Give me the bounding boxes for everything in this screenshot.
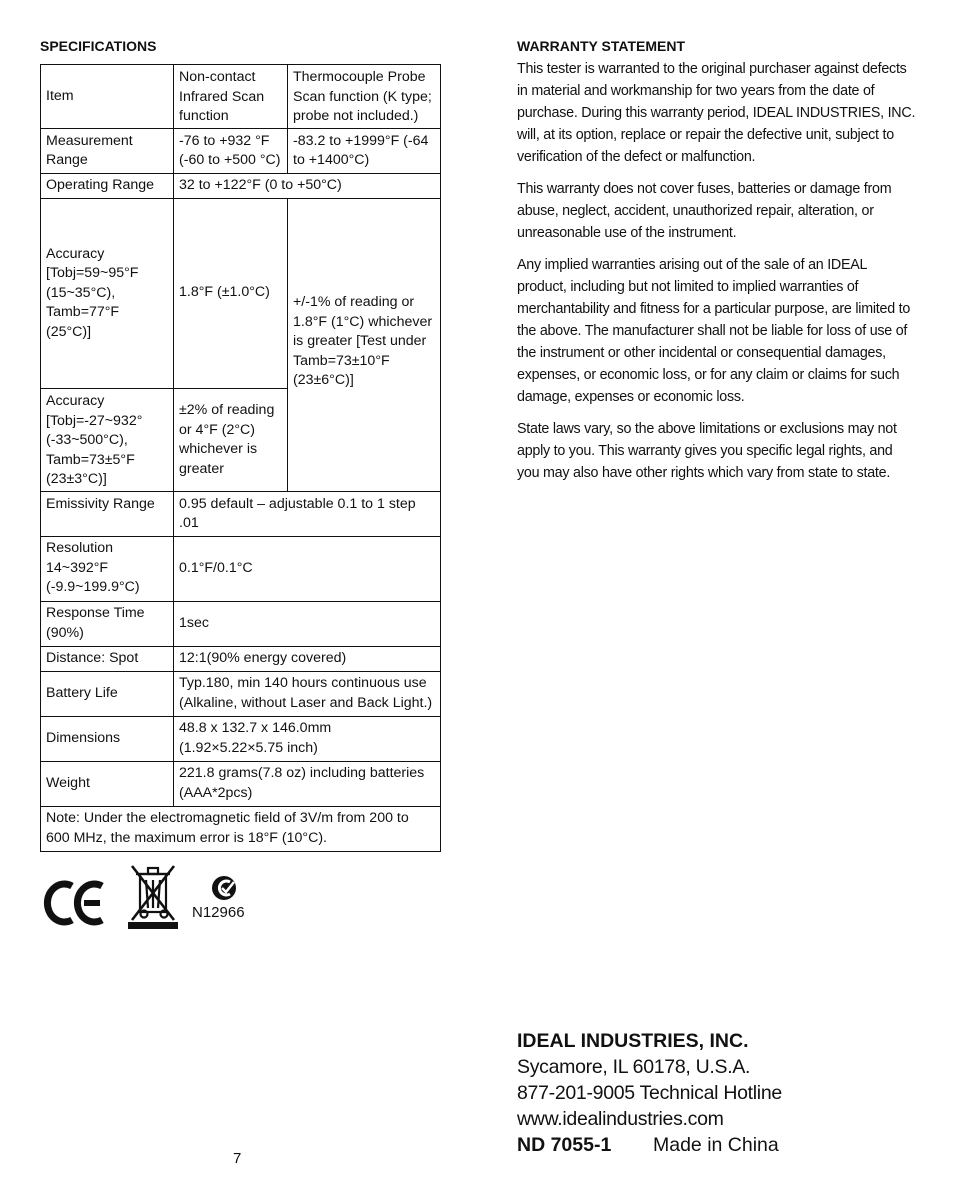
company-hotline: 877-201-9005 Technical Hotline xyxy=(517,1082,782,1104)
table-row xyxy=(41,536,441,601)
dimensions-label: Dimensions xyxy=(41,716,174,761)
table-row xyxy=(41,491,441,536)
dimensions-value: 48.8 x 132.7 x 146.0mm (1.92×5.22×5.75 inch) xyxy=(174,716,441,761)
company-website: www.idealindustries.com xyxy=(517,1108,724,1130)
accuracy-2-infrared: ±2% of reading or 4°F (2°C) whichever is greater xyxy=(174,389,288,492)
emissivity-range-label: Emissivity Range xyxy=(41,491,174,536)
table-row xyxy=(41,199,441,389)
battery-life-label: Battery Life xyxy=(41,671,174,716)
header-thermocouple-cell: Thermocouple Probe Scan function (K type; probe not included.) xyxy=(288,65,441,129)
response-time-label: Response Time (90%) xyxy=(41,601,174,646)
distance-spot-value: 12:1(90% energy covered) xyxy=(174,646,441,671)
table-row xyxy=(41,671,441,716)
response-time-value: 1sec xyxy=(174,601,441,646)
warranty-paragraph: State laws vary, so the above limitations or exclusions may not apply to you. This warranty gives you specific legal rights, and you may also have other rights which vary from state to state. xyxy=(517,421,897,481)
weight-value: 221.8 grams(7.8 oz) including batteries (AAA*2pcs) xyxy=(174,761,441,806)
warranty-paragraph: This tester is warranted to the original purchaser against defects in material and workmanship for two years from the date of purchase. During this warranty period, IDEAL INDUSTRIES, INC. will, at its option, replace or repair the defective unit, subject to verification of the defect or malfunction. xyxy=(517,61,916,165)
accuracy-thermocouple: +/-1% of reading or 1.8°F (1°C) whichever is greater [Test under Tamb=73±10°F (23±6°C)] xyxy=(288,199,441,492)
resolution-label: Resolution 14~392°F (-9.9~199.9°C) xyxy=(41,536,174,601)
specifications-heading: SPECIFICATIONS xyxy=(40,38,157,54)
table-row xyxy=(41,65,441,129)
distance-spot-label: Distance: Spot xyxy=(41,646,174,671)
page-number: 7 xyxy=(233,1150,242,1167)
crossed-out-wheelie-bin-icon xyxy=(126,862,186,934)
warranty-paragraph: This warranty does not cover fuses, batteries or damage from abuse, neglect, accident, unauthorized repair, alteration, or unreasonable use of the instrument. xyxy=(517,181,892,241)
c-tick-code: N12966 xyxy=(192,904,245,921)
table-row xyxy=(41,646,441,671)
table-row xyxy=(41,601,441,646)
table-note: Note: Under the electromagnetic field of 3V/m from 200 to 600 MHz, the maximum error is 18°F (10°C). xyxy=(41,806,441,851)
company-info xyxy=(517,1028,917,1158)
table-row xyxy=(41,761,441,806)
header-item-cell: Item xyxy=(41,65,174,129)
document-number: ND 7055-1 xyxy=(517,1134,612,1156)
measurement-range-label: Measurement Range xyxy=(41,129,174,174)
made-in: Made in China xyxy=(653,1134,779,1156)
certification-logos xyxy=(40,862,270,934)
warranty-paragraph: Any implied warranties arising out of the sale of an IDEAL product, including but not limited to implied warranties of merchantability and fitness for a particular purpose, are limited to the above. The manufacturer shall not be liable for loss of use of the instrument or other incidental or consequential damages, expenses, or economic loss, or for any claim or claims for such damage, expenses or economic loss. xyxy=(517,257,911,405)
warranty-section xyxy=(517,38,917,494)
operating-range-value: 32 to +122°F (0 to +50°C) xyxy=(174,174,441,199)
accuracy-1-infrared: 1.8°F (±1.0°C) xyxy=(174,199,288,389)
accuracy-2-label: Accuracy [Tobj=-27~932° (-33~500°C), Tamb=73±5°F (23±3°C)] xyxy=(41,389,174,492)
c-tick-mark-icon xyxy=(208,874,248,904)
specifications-table xyxy=(40,64,441,852)
accuracy-1-label: Accuracy [Tobj=59~95°F (15~35°C), Tamb=77°F (25°C)] xyxy=(41,199,174,389)
measurement-range-thermocouple: -83.2 to +1999°F (-64 to +1400°C) xyxy=(288,129,441,174)
header-infrared-cell: Non-contact Infrared Scan function xyxy=(174,65,288,129)
table-row xyxy=(41,129,441,174)
company-address: Sycamore, IL 60178, U.S.A. xyxy=(517,1056,751,1078)
company-name: IDEAL INDUSTRIES, INC. xyxy=(517,1030,749,1052)
battery-life-value: Typ.180, min 140 hours continuous use (Alkaline, without Laser and Back Light.) xyxy=(174,671,441,716)
emissivity-range-value: 0.95 default – adjustable 0.1 to 1 step .01 xyxy=(174,491,441,536)
table-row xyxy=(41,716,441,761)
table-row xyxy=(41,806,441,851)
measurement-range-infrared: -76 to +932 °F (-60 to +500 °C) xyxy=(174,129,288,174)
warranty-heading: WARRANTY STATEMENT xyxy=(517,38,685,54)
weight-label: Weight xyxy=(41,761,174,806)
operating-range-label: Operating Range xyxy=(41,174,174,199)
document-line xyxy=(517,1132,917,1158)
table-row xyxy=(41,174,441,199)
resolution-value: 0.1°F/0.1°C xyxy=(174,536,441,601)
